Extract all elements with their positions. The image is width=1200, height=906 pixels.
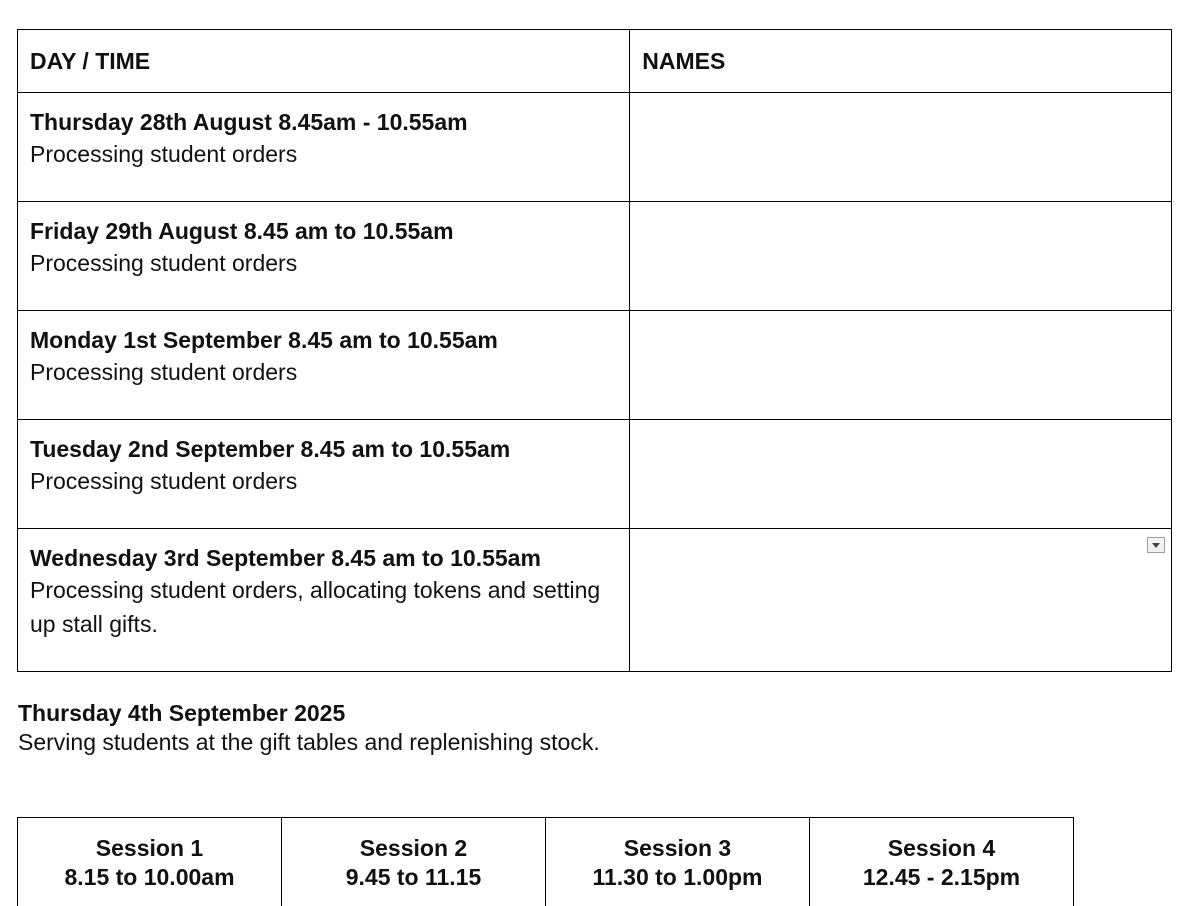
day-description: Processing student orders	[30, 359, 298, 385]
session-header	[282, 818, 546, 906]
session-header	[546, 818, 810, 906]
header-row	[18, 30, 1172, 93]
names-cell[interactable]	[630, 93, 1172, 202]
day-description: Processing student orders	[30, 250, 298, 276]
sessions-header-row	[18, 818, 1074, 906]
event-day-title: Thursday 4th September 2025	[18, 700, 346, 726]
sessions-table	[17, 817, 1074, 906]
session-time: 12.45 - 2.15pm	[862, 864, 1021, 890]
day-description: Processing student orders, allocating tokens and setting up stall gifts.	[30, 577, 601, 637]
schedule-table	[17, 29, 1172, 672]
day-cell	[18, 420, 630, 529]
table-row	[18, 202, 1172, 311]
day-title: Tuesday 2nd September 8.45 am to 10.55am	[30, 436, 511, 462]
day-title: Friday 29th August 8.45 am to 10.55am	[30, 218, 454, 244]
session-name: Session 4	[887, 835, 996, 861]
names-header: NAMES	[630, 30, 1172, 93]
day-cell	[18, 202, 630, 311]
table-row	[18, 529, 1172, 672]
names-cell[interactable]	[630, 420, 1172, 529]
session-name: Session 3	[623, 835, 732, 861]
session-header	[18, 818, 282, 906]
day-description: Processing student orders	[30, 468, 298, 494]
day-description: Processing student orders	[30, 141, 298, 167]
day-title: Wednesday 3rd September 8.45 am to 10.55am	[30, 545, 541, 571]
names-cell[interactable]	[630, 311, 1172, 420]
session-time: 8.15 to 10.00am	[64, 864, 235, 890]
session-name: Session 2	[359, 835, 468, 861]
day-cell	[18, 93, 630, 202]
table-row	[18, 93, 1172, 202]
day-title: Monday 1st September 8.45 am to 10.55am	[30, 327, 498, 353]
event-day-heading	[18, 699, 600, 757]
day-cell	[18, 311, 630, 420]
table-row	[18, 420, 1172, 529]
table-row	[18, 311, 1172, 420]
names-cell[interactable]	[630, 529, 1172, 672]
day-cell	[18, 529, 630, 672]
session-name: Session 1	[95, 835, 204, 861]
session-header	[810, 818, 1074, 906]
event-day-description: Serving students at the gift tables and replenishing stock.	[18, 729, 600, 755]
session-time: 9.45 to 11.15	[345, 864, 482, 890]
dropdown-arrow-icon[interactable]	[1147, 537, 1165, 553]
session-time: 11.30 to 1.00pm	[592, 864, 763, 890]
names-cell[interactable]	[630, 202, 1172, 311]
day-time-header: DAY / TIME	[18, 30, 630, 93]
day-title: Thursday 28th August 8.45am - 10.55am	[30, 109, 468, 135]
